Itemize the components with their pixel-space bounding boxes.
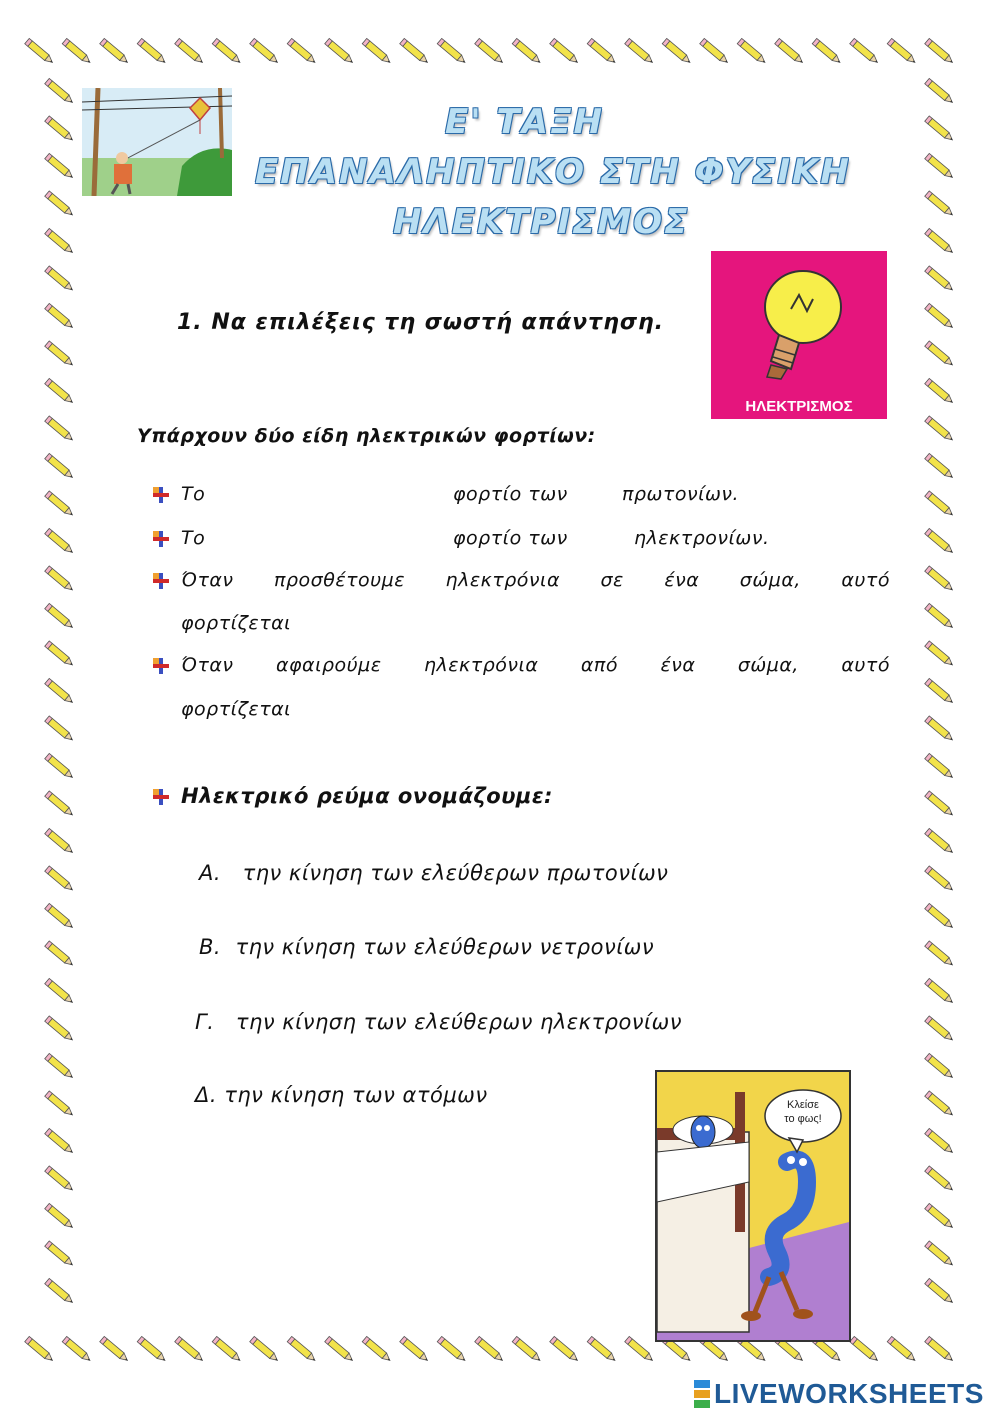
- pencil-icon: [925, 1166, 956, 1193]
- pencil-icon: [550, 38, 581, 65]
- pencil-icon: [45, 1053, 76, 1080]
- pencil-icon: [925, 828, 956, 855]
- pencil-icon: [25, 38, 56, 65]
- pencil-icon: [137, 1336, 168, 1363]
- pencil-icon: [925, 716, 956, 743]
- pencil-icon: [45, 603, 76, 630]
- pencil-icon: [45, 566, 76, 593]
- word: σε: [600, 569, 624, 591]
- pencil-icon: [175, 38, 206, 65]
- word: Όταν: [181, 569, 234, 591]
- bullet-icon: [152, 486, 170, 504]
- pencil-icon: [45, 941, 76, 968]
- pencil-icon: [850, 38, 881, 65]
- electricity-badge: [711, 251, 887, 419]
- pencil-icon: [925, 341, 956, 368]
- pencil-icon: [587, 1336, 618, 1363]
- pencil-icon: [625, 1336, 656, 1363]
- charge-item-2-start: Το: [181, 527, 206, 549]
- pencil-icon: [437, 38, 468, 65]
- option-letter: Β.: [199, 935, 222, 959]
- speech-line: το φως!: [784, 1113, 822, 1125]
- pencil-icon: [325, 38, 356, 65]
- pencil-icon: [45, 191, 76, 218]
- speech-line: Κλείσε: [787, 1099, 819, 1111]
- bullet-icon: [152, 788, 170, 806]
- charge-item-1-end: πρωτονίων.: [622, 483, 740, 505]
- pencil-icon: [925, 1016, 956, 1043]
- pencil-icon: [45, 866, 76, 893]
- title-topic: ΗΛΕΚΤΡΙΣΜΟΣ: [393, 202, 690, 242]
- pencil-icon: [925, 791, 956, 818]
- bullet-icon: [152, 657, 170, 675]
- statement-remove-electrons: [181, 654, 890, 676]
- pencil-icon: [925, 603, 956, 630]
- pencil-icon: [45, 78, 76, 105]
- pencil-icon: [737, 38, 768, 65]
- pencil-icon: [45, 678, 76, 705]
- pencil-icon: [45, 978, 76, 1005]
- pencil-icon: [925, 303, 956, 330]
- pencil-icon: [45, 153, 76, 180]
- comic-illustration: [655, 1070, 851, 1342]
- pencil-icon: [287, 1336, 318, 1363]
- pencil-icon: [45, 341, 76, 368]
- pencil-icon: [887, 38, 918, 65]
- pencil-icon: [700, 38, 731, 65]
- charge-item-2-end: ηλεκτρονίων.: [634, 527, 770, 549]
- option-text: την κίνηση των ελεύθερων πρωτονίων: [242, 861, 669, 885]
- pencil-icon: [45, 1016, 76, 1043]
- kite-illustration: [82, 88, 232, 196]
- pencil-icon: [400, 1336, 431, 1363]
- pencil-icon: [587, 38, 618, 65]
- word: προσθέτουμε: [274, 569, 406, 591]
- pencil-icon: [925, 1053, 956, 1080]
- pencil-icon: [475, 1336, 506, 1363]
- exercise-instruction: Να επιλέξεις τη σωστή απάντηση.: [211, 310, 665, 335]
- brand-name: LIVEWORKSHEETS: [714, 1378, 984, 1409]
- statement-add-electrons-cont: φορτίζεται: [181, 612, 292, 634]
- pencil-icon: [175, 1336, 206, 1363]
- word: σώμα,: [739, 569, 801, 591]
- pencil-icon: [925, 678, 956, 705]
- option-text: την κίνηση των ελεύθερων νετρονίων: [235, 935, 655, 959]
- pencil-icon: [45, 1128, 76, 1155]
- word: ηλεκτρόνια: [424, 654, 539, 676]
- pencil-icon: [287, 38, 318, 65]
- pencil-icon: [850, 1336, 881, 1363]
- pencil-icon: [925, 191, 956, 218]
- badge-label: ΗΛΕΚΤΡΙΣΜΟΣ: [745, 398, 853, 415]
- pencil-icon: [62, 1336, 93, 1363]
- pencil-icon: [45, 641, 76, 668]
- pencil-icon: [925, 1091, 956, 1118]
- option-a[interactable]: [199, 861, 668, 885]
- word: αυτό: [841, 654, 890, 676]
- charges-intro: Υπάρχουν δύο είδη ηλεκτρικών φορτίων:: [137, 425, 596, 447]
- pencil-icon: [212, 38, 243, 65]
- pencil-icon: [45, 528, 76, 555]
- pencil-icon: [45, 1203, 76, 1230]
- pencil-icon: [45, 1278, 76, 1305]
- pencil-icon: [45, 828, 76, 855]
- exercise-number: 1.: [177, 310, 203, 335]
- bullet-icon: [152, 530, 170, 548]
- liveworksheets-logo: [694, 1378, 984, 1410]
- pencil-icon: [925, 528, 956, 555]
- charge-item-2-mid: φορτίο των: [453, 527, 568, 549]
- pencil-icon: [45, 266, 76, 293]
- pencil-icon: [475, 38, 506, 65]
- word: Όταν: [181, 654, 234, 676]
- pencil-icon: [250, 38, 281, 65]
- pencil-icon: [62, 38, 93, 65]
- word: ένα: [660, 654, 696, 676]
- pencil-icon: [45, 1166, 76, 1193]
- charge-item-1-start: Το: [181, 483, 206, 505]
- pencil-icon: [45, 716, 76, 743]
- pencil-icon: [925, 228, 956, 255]
- pencil-icon: [45, 753, 76, 780]
- pencil-icon: [250, 1336, 281, 1363]
- pencil-icon: [925, 266, 956, 293]
- pencil-icon: [45, 378, 76, 405]
- pencil-icon: [45, 903, 76, 930]
- word: από: [580, 654, 618, 676]
- speech-bubble: [765, 1098, 841, 1126]
- pencil-icon: [775, 38, 806, 65]
- option-letter: Α.: [199, 861, 222, 885]
- pencil-icon: [45, 228, 76, 255]
- live-badge-icon: [694, 1380, 710, 1408]
- title-subject: ΕΠΑΝΑΛΗΠΤΙΚΟ ΣΤΗ ΦΥΣΙΚΗ: [255, 152, 851, 192]
- pencil-icon: [362, 1336, 393, 1363]
- pencil-icon: [512, 38, 543, 65]
- pencil-icon: [925, 1128, 956, 1155]
- option-text: την κίνηση των ατόμων: [224, 1083, 488, 1107]
- pencil-icon: [925, 1278, 956, 1305]
- charge-item-1-mid: φορτίο των: [453, 483, 568, 505]
- pencil-icon: [45, 453, 76, 480]
- word: ηλεκτρόνια: [445, 569, 560, 591]
- pencil-icon: [550, 1336, 581, 1363]
- pencil-icon: [100, 38, 131, 65]
- option-d[interactable]: [195, 1083, 488, 1107]
- word: ένα: [664, 569, 700, 591]
- pencil-icon: [925, 566, 956, 593]
- pencil-icon: [362, 38, 393, 65]
- pencil-icon: [45, 1241, 76, 1268]
- pencil-icon: [812, 38, 843, 65]
- pencil-icon: [137, 38, 168, 65]
- option-letter: Δ.: [195, 1083, 218, 1107]
- word: αφαιρούμε: [275, 654, 382, 676]
- pencil-icon: [25, 1336, 56, 1363]
- pencil-icon: [512, 1336, 543, 1363]
- pencil-icon: [45, 791, 76, 818]
- pencil-icon: [925, 416, 956, 443]
- pencil-icon: [925, 38, 956, 65]
- option-b[interactable]: [199, 935, 654, 959]
- lightbulb-icon: [751, 265, 847, 383]
- pencil-icon: [437, 1336, 468, 1363]
- pencil-icon: [925, 866, 956, 893]
- word: αυτό: [841, 569, 890, 591]
- pencil-icon: [925, 453, 956, 480]
- pencil-icon: [925, 903, 956, 930]
- pencil-icon: [45, 416, 76, 443]
- option-letter: Γ.: [195, 1010, 215, 1034]
- bullet-icon: [152, 572, 170, 590]
- pencil-icon: [925, 491, 956, 518]
- pencil-icon: [925, 1241, 956, 1268]
- pencil-icon: [212, 1336, 243, 1363]
- pencil-icon: [925, 641, 956, 668]
- pencil-icon: [45, 491, 76, 518]
- pencil-icon: [625, 38, 656, 65]
- pencil-icon: [45, 303, 76, 330]
- pencil-icon: [45, 116, 76, 143]
- pencil-icon: [45, 1091, 76, 1118]
- pencil-icon: [925, 116, 956, 143]
- word: σώμα,: [737, 654, 799, 676]
- exercise-heading: [177, 310, 664, 335]
- pencil-icon: [100, 1336, 131, 1363]
- pencil-icon: [662, 38, 693, 65]
- pencil-icon: [400, 38, 431, 65]
- pencil-icon: [925, 378, 956, 405]
- pencil-icon: [925, 978, 956, 1005]
- current-question: Ηλεκτρικό ρεύμα ονομάζουμε:: [181, 784, 553, 808]
- pencil-icon: [925, 753, 956, 780]
- option-text: την κίνηση των ελεύθερων ηλεκτρονίων: [235, 1010, 682, 1034]
- pencil-icon: [925, 1336, 956, 1363]
- statement-add-electrons: [181, 569, 890, 591]
- statement-remove-electrons-cont: φορτίζεται: [181, 698, 292, 720]
- pencil-icon: [925, 78, 956, 105]
- option-c[interactable]: [195, 1010, 682, 1034]
- title-grade: Ε' ΤΑΞΗ: [445, 102, 604, 142]
- pencil-icon: [925, 1203, 956, 1230]
- pencil-icon: [325, 1336, 356, 1363]
- pencil-icon: [887, 1336, 918, 1363]
- pencil-icon: [925, 153, 956, 180]
- pencil-icon: [925, 941, 956, 968]
